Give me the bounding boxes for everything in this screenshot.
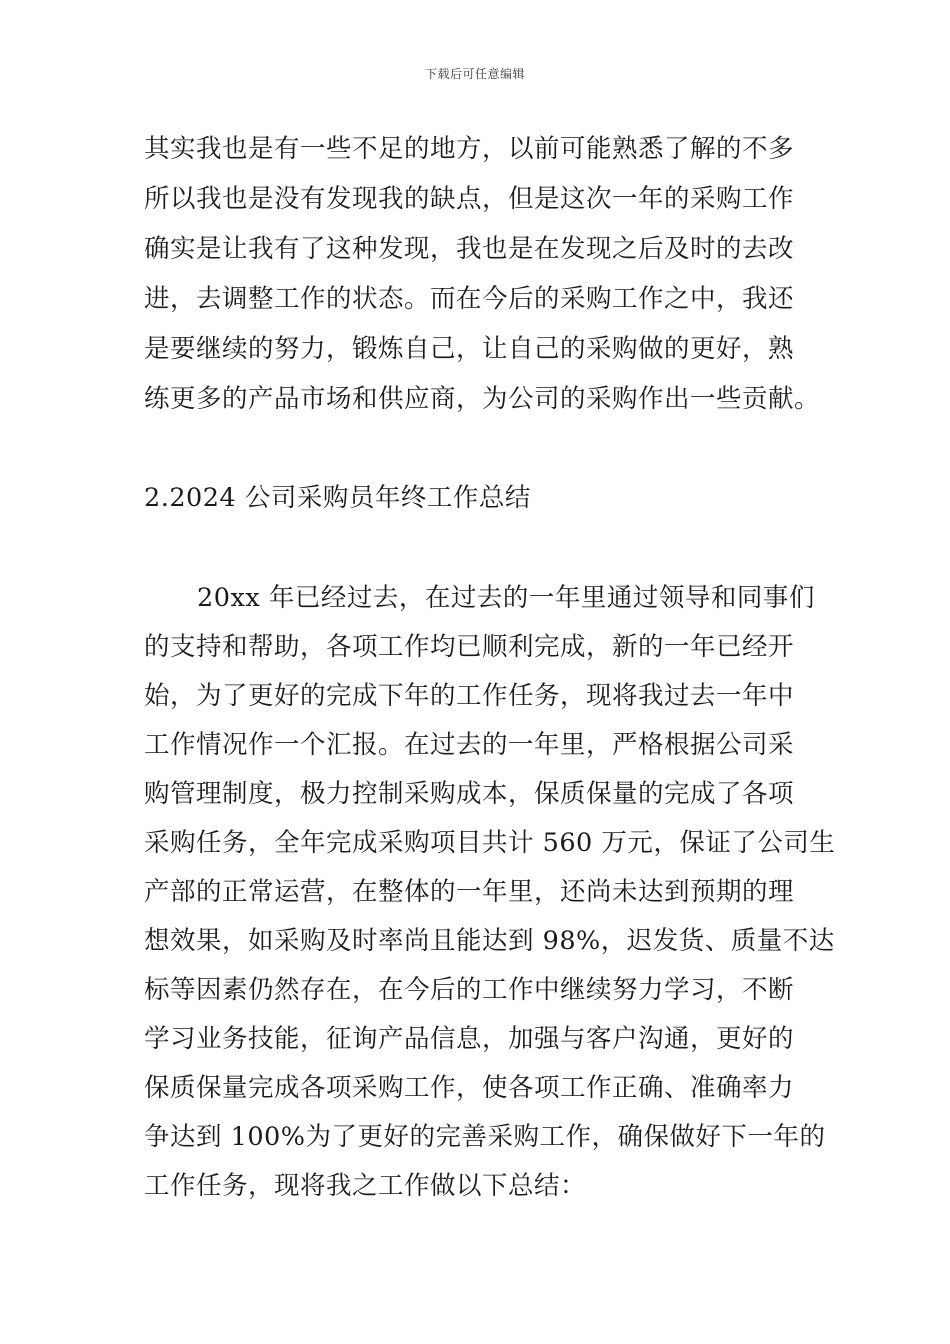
paragraph-2-line-7: 产部的正常运营，在整体的一年里，还尚未达到预期的理 — [144, 877, 795, 907]
paragraph-1-line-5: 是要继续的努力，锻炼自己，让自己的采购做的更好，熟 — [144, 334, 795, 364]
paragraph-1-line-1: 其实我也是有一些不足的地方，以前可能熟悉了解的不多 — [144, 134, 795, 164]
paragraph-2-line-3: 始，为了更好的完成下年的工作任务，现将我过去一年中 — [144, 681, 795, 711]
paragraph-1-line-6: 练更多的产品市场和供应商，为公司的采购作出一些贡献。 — [144, 384, 821, 414]
paragraph-2-line-11: 保质保量完成各项采购工作，使各项工作正确、准确率力 — [144, 1073, 795, 1103]
paragraph-1-line-3: 确实是让我有了这种发现，我也是在发现之后及时的去改 — [144, 234, 795, 264]
paragraph-2-line-13: 工作任务，现将我之工作做以下总结： — [144, 1171, 587, 1201]
paragraph-2-line-6: 采购任务，全年完成采购项目共计 560 万元，保证了公司生 — [144, 828, 836, 858]
paragraph-2-line-12: 争达到 100%为了更好的完善采购工作，确保做好下一年的 — [144, 1122, 826, 1152]
paragraph-2-line-8: 想效果，如采购及时率尚且能达到 98%，迟发货、质量不达 — [144, 926, 835, 956]
paragraph-2-line-9: 标等因素仍然存在，在今后的工作中继续努力学习，不断 — [144, 975, 795, 1005]
paragraph-2-line-2: 的支持和帮助，各项工作均已顺利完成，新的一年已经开 — [144, 632, 795, 662]
page-header-note: 下载后可任意编辑 — [424, 67, 525, 81]
paragraph-2-line-5: 购管理制度，极力控制采购成本，保质保量的完成了各项 — [144, 779, 795, 809]
paragraph-1-line-4: 进，去调整工作的状态。而在今后的采购工作之中，我还 — [144, 284, 795, 314]
paragraph-2-line-1: 20xx 年已经过去，在过去的一年里通过领导和同事们 — [197, 583, 815, 613]
paragraph-1-line-2: 所以我也是没有发现我的缺点，但是这次一年的采购工作 — [144, 184, 795, 214]
paragraph-2-line-4: 工作情况作一个汇报。在过去的一年里，严格根据公司采 — [144, 730, 795, 760]
section-heading: 2.2024 公司采购员年终工作总结 — [144, 483, 531, 513]
paragraph-2-line-10: 学习业务技能，征询产品信息，加强与客户沟通，更好的 — [144, 1024, 795, 1054]
